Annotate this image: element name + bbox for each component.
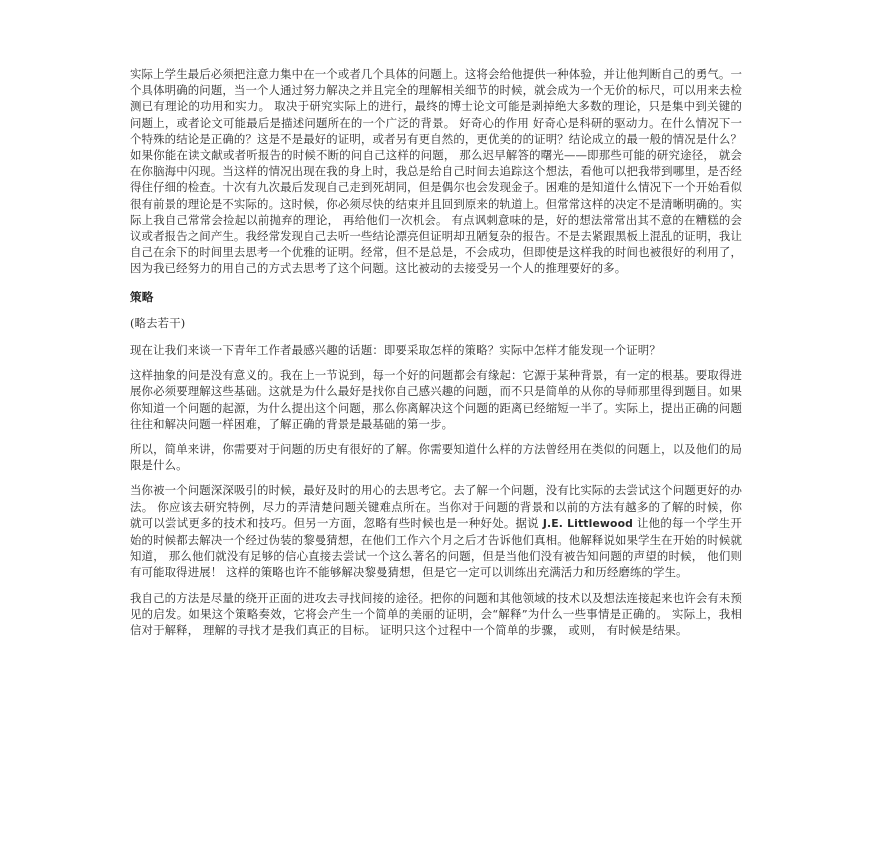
paragraph-history: 所以，简单来讲，你需要对于问题的历史有很好的了解。你需要知道什么样的方法曾经用在类似的问题上，以及他们的局限是什么。 <box>130 442 742 473</box>
paragraph-littlewood-text-before: 当你被一个问题深深吸引的时候，最好及时的用心的去思考它。去了解一个问题，没有比实际的去尝试这个问题更好的办法。 你应该去研究特例，尽力的弄清楚问题关键难点所在。当你对于问题的背景和以前的方法有越多的了解的时候，你就可以尝试更多的技术和技巧。但另一方面，忽略有些时候也是一种好处。据说 <box>130 483 742 530</box>
paragraph-strategy-question: 现在让我们来谈一下青年工作者最感兴趣的话题：即要采取怎样的策略？实际中怎样才能发现一个证明？ <box>130 343 661 358</box>
paragraph-littlewood <box>130 482 742 580</box>
omitted-note: (略去若干) <box>130 315 186 330</box>
paragraph-littlewood-text-after: 让他的每一个学生开始的时候都去解决一个经过伪装的黎曼猜想，在他们工作六个月之后才告诉他们真相。他解释说如果学生在开始的时候就知道， 那么他们就没有足够的信心直接去尝试一个这么著名的问题，但是当他们没有被告知问题的声望的时候， 他们则有可能取得进展！ 这样的策略也许不能够解决黎曼猜想，但是它一定可以训练出充满活力和历经磨练的学生。 <box>130 515 742 580</box>
paragraph-problem-background: 这样抽象的问是没有意义的。我在上一节说到，每一个好的问题都会有缘起：它源于某种背景，有一定的根基。要取得进展你必须要理解这些基础。这就是为什么最好是找你自己感兴趣的问题，而不只是简单的从你的导师那里得到题目。如果你知道一个问题的起源，为什么提出这个问题，那么你离解决这个问题的距离已经缩短一半了。实际上，提出正确的问题往往和解决问题一样困难，了解正确的背景是最基础的第一步。 <box>130 368 742 431</box>
section-heading-strategy: 策略 <box>130 289 154 304</box>
littlewood-name: J.E. Littlewood <box>542 516 634 530</box>
document-page <box>130 66 742 647</box>
paragraph-curiosity: 实际上学生最后必须把注意力集中在一个或者几个具体的问题上。这将会给他提供一种体验，并让他判断自己的勇气。一个具体明确的问题，当一个人通过努力解决之并且完全的理解相关细节的时候，就会成为一个无价的标尺，可以用来去检测已有理论的功用和实力。 取决于研究实际上的进行，最终的博士论文可能是剥掉绝大多数的理论，只是集中到关键的问题上，或者论文可能最后是描述问题所在的一个广泛的背景。 好奇心的作用 好奇心是科研的驱动力。在什么情况下一个特殊的结论是正确的？这是不是最好的证明，或者另有更自然的，更优美的的证明？结论成立的最一般的情况是什么？ 如果你能在读文献或者听报告的时候不断的问自己这样的问题， 那么迟早解答的曙光——即那些可能的研究途径， 就会在你脑海中闪现。当这样的情况出现在我的身上时，我总是给自己时间去追踪这个想法，看他可以把我带到哪里，是否经得住仔细的检查。十次有九次最后发现自己走到死胡同，但是偶尔也会发现金子。困难的是知道什么情况下一个开始看似很有前景的理论是不实际的。这时候，你必须尽快的结束并且回到原来的轨道上。但常常这样的决定不是清晰明确的。实际上我自己常常会捡起以前抛弃的理论， 再给他们一次机会。 有点讽刺意味的是，好的想法常常出其不意的在糟糕的会议或者报告之间产生。我经常发现自己去听一些结论漂亮但证明却丑陋复杂的报告。不是去紧跟黑板上混乱的证明，我让自己在余下的时间里去思考一个优雅的证明。经常，但不是总是，不会成功，但即使是这样我的时间也被很好的利用了，因为我已经努力的用自己的方式去思考了这个问题。这比被动的去接受另一个人的推理要好的多。 <box>130 67 742 276</box>
paragraph-own-method: 我自己的方法是尽量的绕开正面的进攻去寻找间接的途径。把你的问题和其他领域的技术以及想法连接起来也许会有未预见的启发。如果这个策略奏效，它将会产生一个简单的美丽的证明，会“解释”为什么一些事情是正确的。 实际上，我相信对于解释， 理解的寻找才是我们真正的目标。 证明只这个过程中一个简单的步骤， 或则， 有时候是结果。 <box>130 590 742 638</box>
